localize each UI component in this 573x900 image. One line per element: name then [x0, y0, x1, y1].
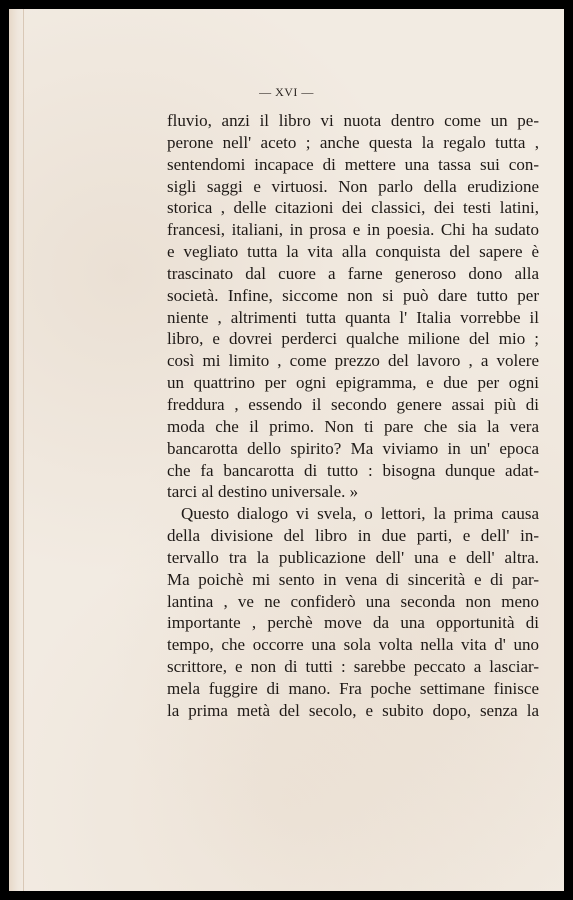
page-number-header: — XVI — — [259, 85, 314, 99]
text-line: tempo, che occorre una sola volta nella vita d' uno — [167, 635, 539, 655]
page-gutter — [9, 9, 24, 891]
text-line: trascinato dal cuore a farne generoso dono alla — [167, 263, 539, 283]
text-line-paragraph-start: Questo dialogo vi svela, o lettori, la prima causa — [181, 504, 539, 524]
text-line: storica , delle citazioni dei classici, dei testi latini, — [167, 198, 539, 218]
text-line: mela fuggire di mano. Fra poche settimane finisce — [167, 678, 539, 698]
text-line: che fa bancarotta di tutto : bisogna dunque adat- — [167, 460, 539, 480]
text-line: libro, e dovrei perderci qualche milione del mio ; — [167, 329, 539, 349]
text-line: freddura , essendo il secondo genere assai più di — [167, 394, 539, 414]
text-line: Ma poichè mi sento in vena di sincerità e di par- — [167, 569, 539, 589]
text-line-paragraph-end: tarci al destino universale. » — [167, 482, 359, 502]
text-line: tervallo tra la publicazione dell' una e dell' altra. — [167, 547, 539, 567]
text-line: della divisione del libro in due parti, e dell' in- — [167, 526, 539, 546]
text-line: un quattrino per ogni epigramma, e due per ogni — [167, 373, 539, 393]
book-page — [9, 9, 564, 891]
text-line: perone nell' aceto ; anche questa la regalo tutta , — [167, 132, 539, 152]
text-line: importante , perchè move da una opportunità di — [167, 613, 539, 633]
text-line: niente , altrimenti tutta quanta l' Italia vorrebbe il — [167, 307, 539, 327]
text-line: bancarotta dello spirito? Ma viviamo in un' epoca — [167, 438, 539, 458]
text-line: la prima metà del secolo, e subito dopo, senza la — [167, 700, 539, 720]
text-line: così mi limito , come prezzo del lavoro , a volere — [167, 351, 539, 371]
text-line: sigli saggi e virtuosi. Non parlo della erudizione — [167, 176, 539, 196]
body-text — [167, 110, 539, 722]
text-line: scrittore, e non di tutti : sarebbe peccato a lasciar- — [167, 657, 539, 677]
text-line: società. Infine, siccome non si può dare tutto per — [167, 285, 539, 305]
text-line: lantina , ve ne confiderò una seconda non meno — [167, 591, 539, 611]
text-line: e vegliato tutta la vita alla conquista del sapere è — [167, 242, 539, 262]
text-line: sentendomi incapace di mettere una tassa sui con- — [167, 154, 539, 174]
text-line: francesi, italiani, in prosa e in poesia. Chi ha sudato — [167, 220, 539, 240]
text-line: moda che il primo. Non ti pare che sia la vera — [167, 416, 539, 436]
text-line: fluvio, anzi il libro vi nuota dentro come un pe- — [167, 111, 539, 130]
